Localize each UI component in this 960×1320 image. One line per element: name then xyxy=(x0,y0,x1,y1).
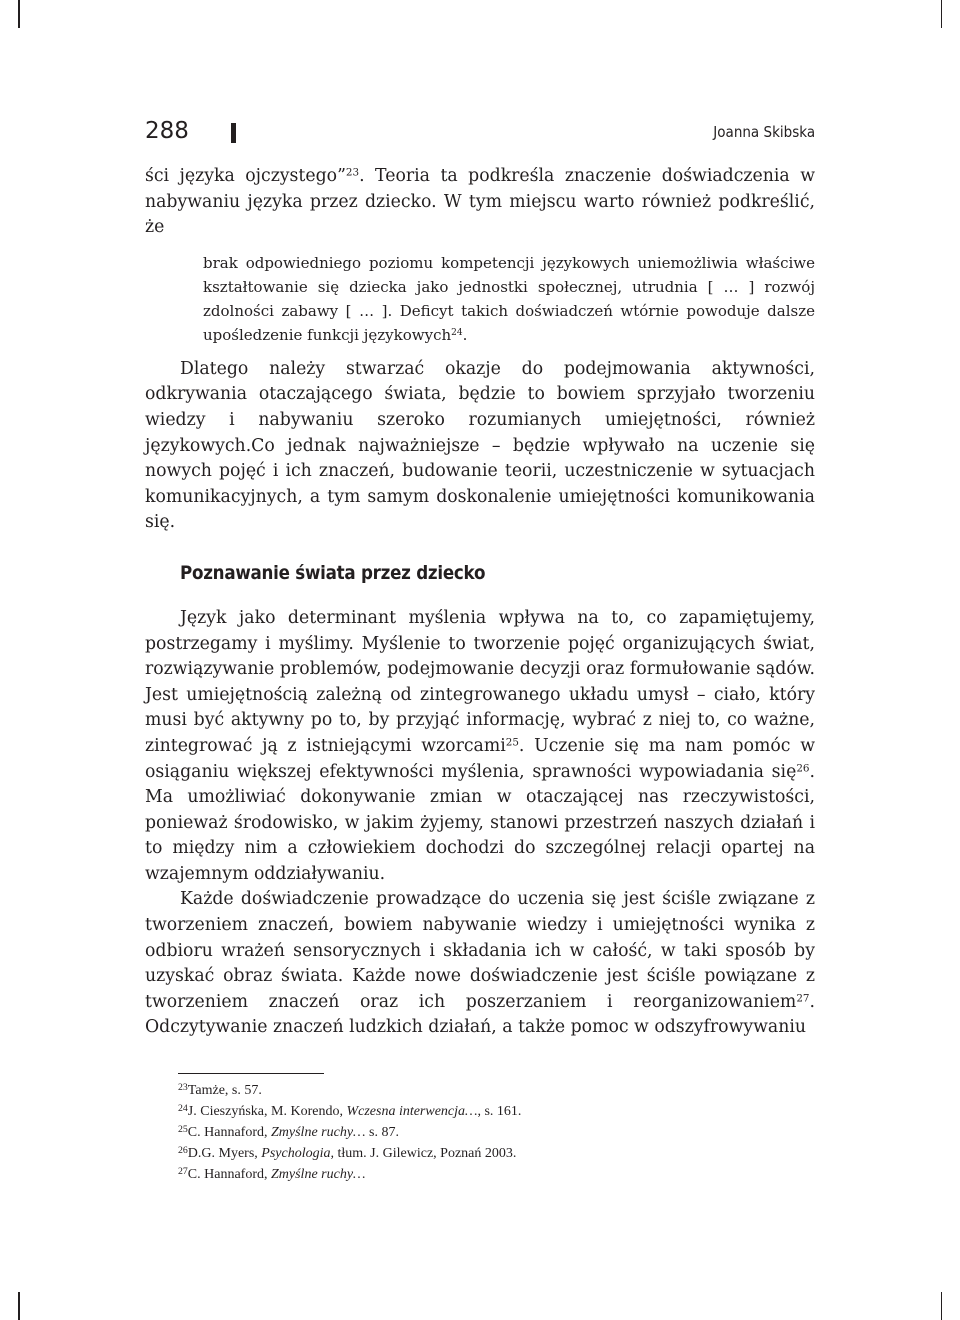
page-body xyxy=(145,164,815,1041)
footnote-text: D.G. Myers, xyxy=(187,1146,262,1161)
footnote-ref-23: 23 xyxy=(345,166,360,179)
footnotes xyxy=(178,1080,798,1185)
footnote xyxy=(178,1101,798,1122)
footnote-text-after: , s. 161. xyxy=(477,1104,522,1119)
footnote-number: 26 xyxy=(178,1145,188,1157)
footnote-text: C. Hannaford, xyxy=(187,1125,271,1140)
paragraph-jezyk-part1: Język jako determinant myślenia wpływa na to, co zapamiętujemy, postrzegamy i myślimy. Myślenie to tworzenie pojęć organizujących świat, rozwiązywanie problemów, podejmowanie decyzji oraz formułowanie sądów. Jest umiejętnością zależną od zintegrowanego układu umysł – ciało, który musi być aktywny po to, by przyjąć informację, wybrać z niej to, co ważne, zintegrować ją z istniejącymi wzorcami xyxy=(145,607,815,756)
footnote-title: Zmyślne ruchy… xyxy=(271,1167,366,1182)
footnote-ref-24: 24 xyxy=(451,327,463,338)
crop-mark-bottom-right xyxy=(941,1292,943,1320)
page-header xyxy=(145,118,815,152)
section-heading: Poznawanie świata przez dziecko xyxy=(180,561,486,584)
footnote-number: 24 xyxy=(178,1103,188,1115)
footnote-text-after: tłum. J. Gilewicz, Poznań 2003. xyxy=(334,1146,517,1161)
footnote xyxy=(178,1164,798,1185)
footnote-text: J. Cieszyńska, M. Korendo, xyxy=(187,1104,347,1119)
paragraph-jezyk-part3: . Ma umożliwiać dokonywanie zmian w otaczającej nas rzeczywistości, ponieważ środowisko, w jakim żyjemy, stanowi przestrzeń naszych działań i to między nim a człowiekiem dochodzi do szczególnej relacji opartej na wzajemnym oddziaływaniu. xyxy=(145,761,815,884)
crop-mark-top-left xyxy=(18,0,20,28)
header-separator-bar xyxy=(231,123,236,143)
footnote-title: Psychologia, xyxy=(261,1146,335,1161)
footnote-title: Zmyślne ruchy… xyxy=(271,1125,366,1140)
block-quote-text: brak odpowiedniego poziomu kompetencji językowych uniemożliwia właściwe kształtowanie się dziecka jako jednostki społecznej, utrudnia [ … ] rozwój zdolności zabawy [ … ]. Deficyt takich doświadczeń wtórnie powoduje dalsze upośledzenie funkcji językowych xyxy=(203,253,815,344)
footnote-title: Wczesna interwencja… xyxy=(346,1104,478,1119)
paragraph-kazde-part2: . Odczytywanie znaczeń ludzkich działań, a także pomoc w odszyfrowywaniu xyxy=(145,991,815,1038)
paragraph-kazde-part1: Każde doświadczenie prowadzące do uczenia się jest ściśle związane z tworzeniem znaczeń, bowiem nabywanie wiedzy i umiejętności wynika z odbioru wrażeń sensorycznych i składania ich w całość, w taki sposób by uzyskać obraz świata. Każde nowe doświadczenie jest ściśle powiązane z tworzeniem znaczeń oraz ich poszerzaniem i reorganizowaniem xyxy=(145,889,815,1012)
footnote xyxy=(178,1143,798,1164)
paragraph-intro xyxy=(145,164,815,241)
crop-mark-bottom-left xyxy=(18,1292,20,1320)
paragraph-kazde xyxy=(145,887,815,1041)
footnote-rule xyxy=(178,1073,324,1074)
block-quote-after: . xyxy=(462,325,468,344)
page-number: 288 xyxy=(145,118,189,144)
crop-mark-top-right xyxy=(941,0,943,28)
paragraph-jezyk xyxy=(145,606,815,888)
footnote-ref-25: 25 xyxy=(505,736,519,749)
footnote xyxy=(178,1080,798,1101)
footnote-text: Tamże, s. 57. xyxy=(187,1083,262,1098)
footnote-number: 25 xyxy=(178,1124,188,1136)
paragraph-jezyk-part2: . Uczenie się ma nam pomóc w osiąganiu większej efektywności myślenia, sprawności wypowiadania się xyxy=(145,735,815,782)
footnote xyxy=(178,1122,798,1143)
footnote-text: C. Hannaford, xyxy=(187,1167,271,1182)
footnote-ref-27: 27 xyxy=(796,992,810,1005)
paragraph-intro-text: ści języka ojczystego” xyxy=(145,166,346,186)
paragraph-intro-after: . Teoria ta podkreśla znaczenie doświadczenia w nabywaniu języka przez dziecko. W tym miejscu warto również podkreślić, że xyxy=(145,166,815,238)
footnote-text-after: s. 87. xyxy=(365,1125,399,1140)
footnote-number: 27 xyxy=(178,1166,188,1178)
block-quote xyxy=(203,251,815,347)
paragraph-dlatego: Dlatego należy stwarzać okazje do podejmowania aktywności, odkrywania otaczającego świata, będzie to bowiem sprzyjało tworzeniu wiedzy i nabywaniu szeroko rozumianych umiejętności, również językowych.Co jednak najważniejsze – będzie wpływało na uczenie się nowych pojęć i ich znaczeń, budowanie teorii, uczestniczenie w sytuacjach komunikacyjnych, a tym samym doskonalenie umiejętności komunikowania się. xyxy=(145,358,815,533)
running-author: Joanna Skibska xyxy=(713,123,815,141)
footnote-number: 23 xyxy=(178,1082,188,1094)
footnote-ref-26: 26 xyxy=(796,761,810,774)
